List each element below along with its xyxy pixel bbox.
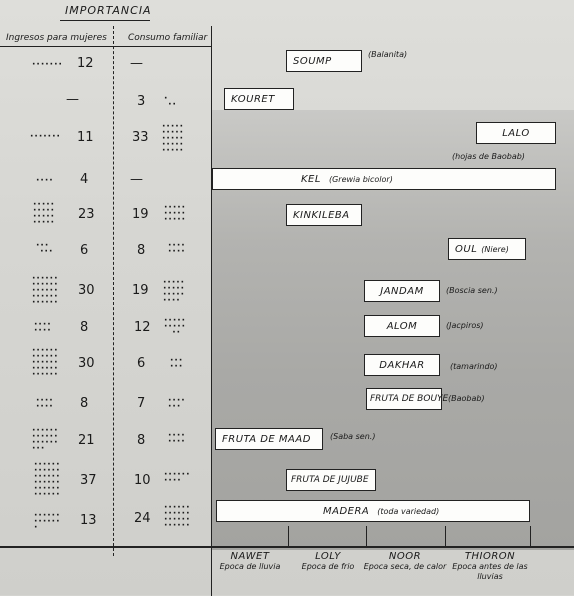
product-bar-kel [212,168,556,190]
product-note: (Saba sen.) [330,432,376,441]
consumption-dots: ····· ····· ····· [164,203,187,225]
consumption-dots: ······ ······ ······ ······ [164,503,191,531]
consumption-value: 3 [137,94,146,109]
income-dots: ···· ···· [34,320,52,336]
product-label: FRUTA DE JUJUBE [291,475,369,485]
consumption-dots: ···· ··· [168,396,186,412]
product-bar-oul [448,238,526,260]
income-value: 30 [78,283,95,298]
consumption-dots: ··· ··· [170,356,184,372]
season-description: Epoca de lluvia [219,562,281,571]
consumption-dots: ···· ···· [168,241,186,257]
consumption-value: 19 [132,207,149,222]
income-value: 8 [80,320,89,335]
chart-left-axis [211,26,212,596]
season-loly [290,551,366,572]
income-column-header: Ingresos para mujeres [6,33,107,43]
importance-heading: IMPORTANCIA [65,4,152,17]
income-dots: ······ ······ ······ ······ ······ [32,274,59,308]
season-axis [0,546,574,548]
income-dots: ······ ······ ······ ······ ······ ······ [34,460,61,500]
income-value: 8 [80,396,89,411]
income-value: 21 [78,433,95,448]
product-bar-lalo [476,122,556,144]
consumption-dots: ···· ···· [168,431,186,447]
season-description: Epoca seca, de calor [363,562,447,571]
season-name: NOOR [388,551,422,562]
product-bar-jandam [364,280,440,302]
season-noor [362,551,448,572]
product-label: JANDAM [380,285,424,297]
income-value: 37 [80,473,97,488]
income-dots: ··· ··· [36,241,54,257]
consumption-dots: ····· ····· ····· ····· ····· [162,122,185,156]
product-label: KINKILEBA [293,209,350,221]
product-label: MADERA [323,505,370,517]
product-label: KEL [301,173,321,185]
header-rule [0,46,212,47]
income-value: — [66,92,79,107]
consumption-value: 12 [134,320,151,335]
income-dots: ····· ····· ····· ····· [33,200,56,228]
income-value: 11 [77,130,94,145]
consumption-value: 19 [132,283,149,298]
consumption-column-header: Consumo familiar [128,33,208,43]
product-bar-kouret [224,88,294,110]
season-tick [445,526,446,548]
product-note: (Jacpiros) [446,321,484,330]
consumption-dots: · ·· [164,94,177,110]
season-description: Epoca de frio [301,562,355,571]
income-dots: ······ ······ ······ ··· [32,426,59,454]
product-note: (Balanita) [368,50,408,59]
income-dots: ···· ···· [36,396,54,412]
product-note: (Grewia bicolor) [328,174,393,184]
product-bar-fruta-de-jujube [286,469,376,491]
income-dots: ···· [36,176,54,186]
consumption-value: 8 [137,243,146,258]
product-note: (Boscia sen.) [446,286,498,295]
season-name: NAWET [230,551,270,562]
season-tick [530,526,531,548]
season-description: Epoca antes de las lluvias [452,562,528,581]
product-note: (Baobab) [448,394,485,403]
product-label: DAKHAR [379,359,425,371]
income-dots: ······ ······ · [34,511,61,533]
consumption-value: 33 [132,130,149,145]
product-note: (hojas de Baobab) [452,152,525,161]
consumption-value: 10 [134,473,151,488]
product-bar-kinkileba [286,204,362,226]
product-label: LALO [502,127,530,139]
product-label: FRUTA DE MAAD [222,433,311,445]
product-note: (Niere) [481,244,509,254]
product-note: (tamarindo) [450,362,498,371]
income-dots: ······· [30,132,61,142]
consumption-dots: ····· ····· ····· ···· [163,278,186,306]
income-value: 30 [78,356,95,371]
income-value: 23 [78,207,95,222]
income-dots: ······ ······ ······ ······ ······ [32,346,59,380]
product-bar-fruta-de-bouye [366,388,449,410]
income-value: 6 [80,243,89,258]
product-bar-soump [286,50,362,72]
heading-underline [60,20,150,21]
product-bar-alom [364,315,440,337]
season-thioron [448,551,532,582]
season-nawet [212,551,288,572]
consumption-dots: ······ ···· [164,470,191,486]
product-label: ALOM [386,320,418,332]
consumption-value: — [130,172,143,187]
income-dots: ······· [32,60,63,70]
consumption-value: 24 [134,511,151,526]
consumption-value: 8 [137,433,146,448]
product-bar-dakhar [364,354,440,376]
season-tick [288,526,289,548]
season-tick [366,526,367,548]
consumption-value: — [130,56,143,71]
product-label: OUL [455,243,478,255]
product-label: FRUTA DE BOUYE [370,394,449,404]
season-name: LOLY [315,551,341,562]
consumption-dots: ····· ····· ·· [164,316,187,338]
product-bar-madera [216,500,530,522]
product-label: KOURET [231,93,275,105]
income-value: 4 [80,172,89,187]
column-divider-dashed [113,26,114,556]
product-label: SOUMP [293,55,332,67]
income-value: 12 [77,56,94,71]
season-name: THIORON [464,551,516,562]
consumption-value: 6 [137,356,146,371]
product-bar-fruta-de-maad [215,428,323,450]
consumption-value: 7 [137,396,146,411]
product-note: (toda variedad) [377,506,440,516]
income-value: 13 [80,513,97,528]
